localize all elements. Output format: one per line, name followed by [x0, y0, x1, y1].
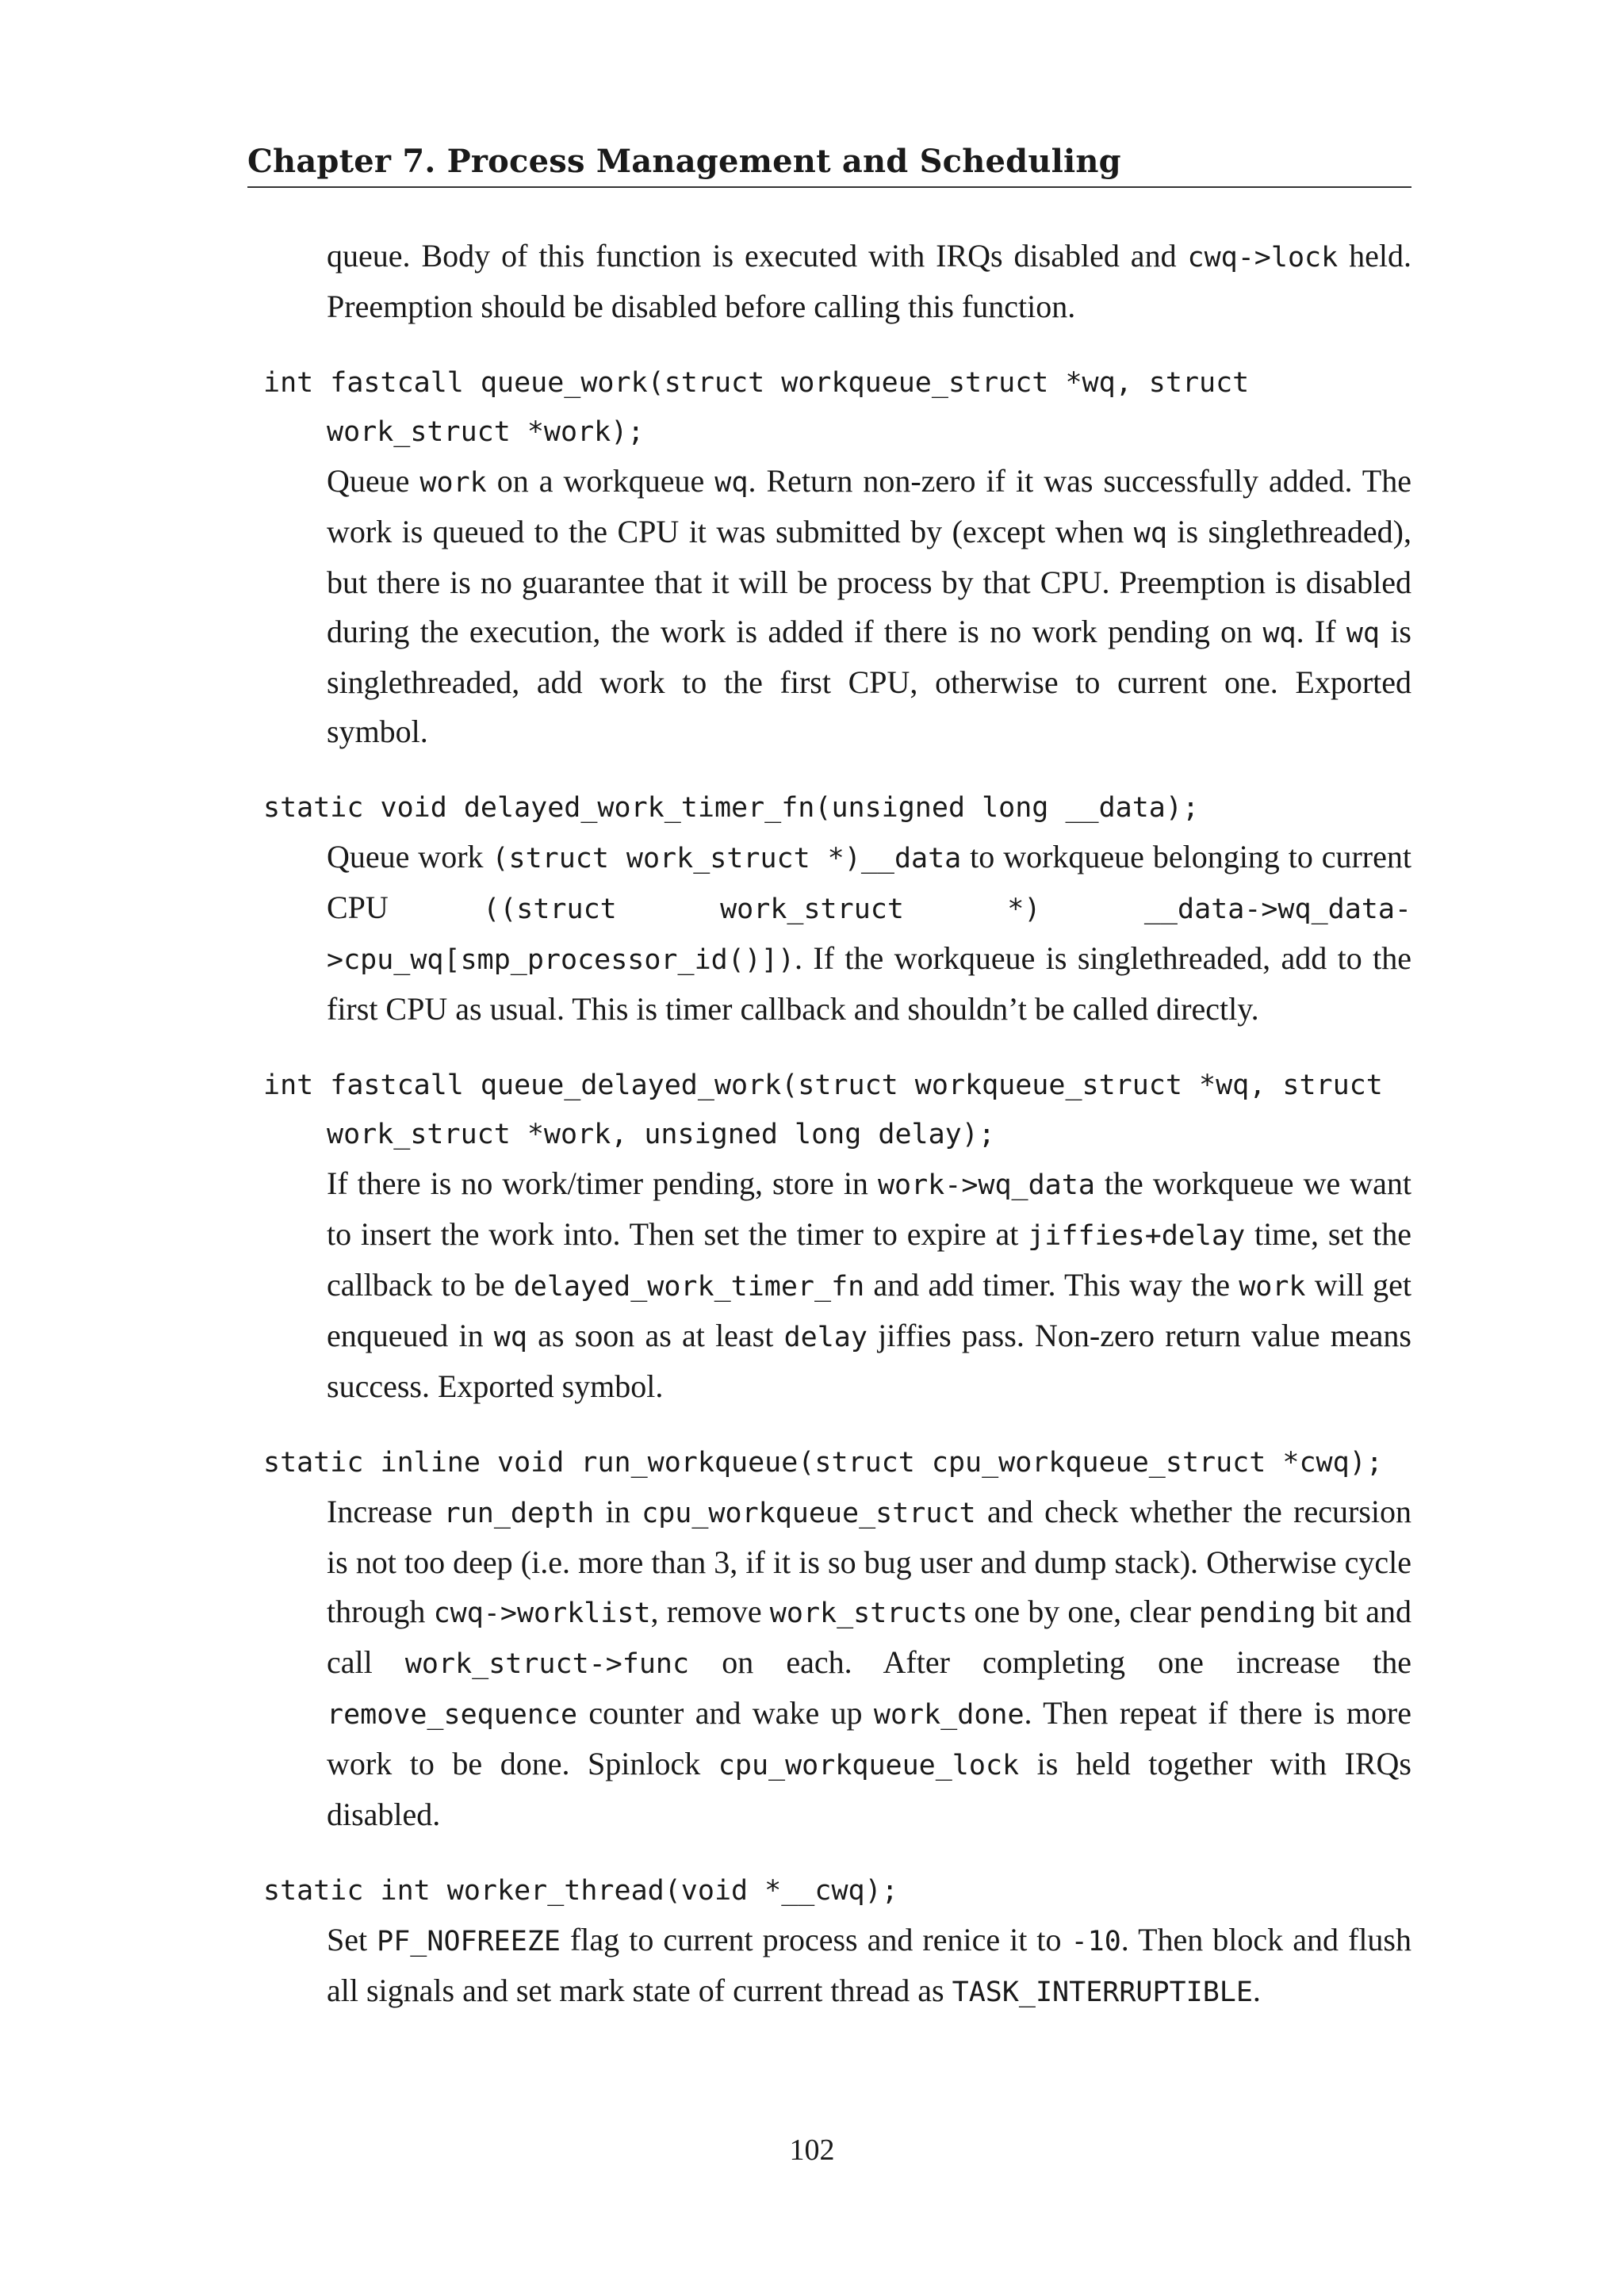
signature-line: int fastcall queue_work(struct workqueue_struct *wq, struct: [263, 367, 1250, 399]
text: jiffies pass. Non-zero return value means success. Exported symbol.: [327, 1318, 1411, 1404]
code: wq: [1262, 618, 1297, 649]
code: cwq->lock: [1187, 242, 1339, 274]
page-body: [247, 232, 1411, 2017]
intro-paragraph: [327, 232, 1411, 331]
text: . Return non-zero if it was successfully added. The work is queued to the CPU it was submitted by (except when: [327, 463, 1411, 549]
text: . If the workqueue is singlethreaded, add to the first CPU as usual. This is timer callback and shouldn’t be called directly.: [327, 940, 1411, 1027]
function-description: [327, 832, 1411, 1034]
text: on a workqueue: [486, 463, 715, 499]
function-description: [327, 457, 1411, 756]
code: -10: [1071, 1926, 1121, 1957]
signature-line: static void delayed_work_timer_fn(unsigned long __data);: [263, 792, 1200, 824]
signature-line: static inline void run_workqueue(struct cpu_workqueue_struct *cwq);: [263, 1447, 1383, 1479]
text: . Then block and flush all signals and set mark state of current thread as: [327, 1922, 1411, 2008]
function-entry-queue-work: [247, 358, 1411, 756]
code: PF_NOFREEZE: [377, 1926, 561, 1957]
text: the workqueue we want to insert the work into. Then set the timer to expire at: [327, 1165, 1411, 1252]
text: Increase: [327, 1494, 444, 1529]
function-signature: [263, 1061, 1411, 1159]
text: Set: [327, 1922, 377, 1957]
function-description: [327, 1159, 1411, 1411]
code: cwq->worklist: [433, 1598, 651, 1629]
code: cpu_workqueue_struct: [642, 1498, 976, 1529]
text: is singlethreaded, add work to the first CPU, otherwise to current one. Exported symbol.: [327, 614, 1411, 749]
text: and check whether the recursion is not too deep (i.e. more than 3, if it is so bug user and dump stack). Otherwise cycle through: [327, 1494, 1411, 1629]
code: work: [419, 467, 487, 499]
code: pending: [1199, 1598, 1316, 1629]
code: delay: [783, 1322, 868, 1353]
text: to workqueue belonging to current CPU: [327, 839, 1411, 925]
text: . Then repeat if there is more work to be done. Spinlock: [327, 1695, 1412, 1781]
function-signature: [263, 783, 1411, 832]
text: bit and call: [327, 1594, 1411, 1680]
text: .: [1252, 1973, 1261, 2008]
text: on each. After completing one increase the: [689, 1644, 1412, 1680]
code: work_struct->func: [404, 1648, 690, 1680]
function-description: [327, 1915, 1411, 2017]
text: will get enqueued in: [327, 1267, 1412, 1353]
text: s one by one, clear: [953, 1594, 1200, 1629]
code: ((struct work_struct *) __data->wq_data->cpu_wq[smp_processor_id()]): [327, 894, 1411, 976]
signature-line: work_struct *work, unsigned long delay);: [327, 1119, 995, 1150]
code: cpu_workqueue_lock: [718, 1750, 1020, 1781]
text: held. Preemption should be disabled before calling this function.: [327, 238, 1411, 324]
chapter-header: Chapter 7. Process Management and Scheduling: [247, 143, 1121, 180]
text: is held together with IRQs disabled.: [327, 1746, 1411, 1832]
code: remove_sequence: [327, 1699, 578, 1731]
signature-line: work_struct *work);: [327, 416, 645, 448]
code: TASK_INTERRUPTIBLE: [952, 1976, 1253, 2008]
function-entry-worker-thread: [247, 1866, 1411, 2017]
text: time, set the callback to be: [327, 1216, 1411, 1303]
text: Queue: [327, 463, 420, 499]
signature-line: static int worker_thread(void *__cwq);: [263, 1875, 898, 1907]
text: is singlethreaded), but there is no guarantee that it will be process by that CPU. Preemption is disabled during the execution, the work is added if there is no work pending on: [327, 514, 1412, 649]
code: delayed_work_timer_fn: [513, 1271, 865, 1303]
code: work: [1239, 1271, 1306, 1303]
text: queue. Body of this function is executed with IRQs disabled and: [327, 238, 1188, 274]
code: wq: [493, 1322, 527, 1353]
text: , remove: [650, 1594, 770, 1629]
text: counter and wake up: [577, 1695, 874, 1731]
signature-line: int fastcall queue_delayed_work(struct workqueue_struct *wq, struct: [263, 1070, 1383, 1101]
text: in: [594, 1494, 642, 1529]
code: work_done: [873, 1699, 1025, 1731]
function-signature: [263, 1866, 1411, 1915]
header-rule: [247, 186, 1411, 188]
code: run_depth: [443, 1498, 595, 1529]
function-entry-delayed-work-timer-fn: [247, 783, 1411, 1034]
function-signature: [263, 1438, 1411, 1487]
function-signature: [263, 358, 1411, 457]
code: work_struct: [769, 1598, 954, 1629]
code: wq: [1133, 518, 1167, 549]
page-number: 102: [789, 2133, 835, 2167]
code: work->wq_data: [877, 1169, 1095, 1201]
text: . If: [1296, 614, 1346, 649]
function-description: [327, 1487, 1411, 1839]
text: Queue work: [327, 839, 492, 874]
text: If there is no work/timer pending, store in: [327, 1165, 878, 1201]
code: wq: [1346, 618, 1381, 649]
code: jiffies+delay: [1028, 1220, 1246, 1252]
code: (struct work_struct *)__data: [492, 843, 962, 874]
function-entry-queue-delayed-work: [247, 1061, 1411, 1411]
text: and add timer. This way the: [864, 1267, 1239, 1303]
code: wq: [714, 467, 749, 499]
text: flag to current process and renice it to: [560, 1922, 1071, 1957]
function-entry-run-workqueue: [247, 1438, 1411, 1839]
text: as soon as at least: [527, 1318, 784, 1353]
